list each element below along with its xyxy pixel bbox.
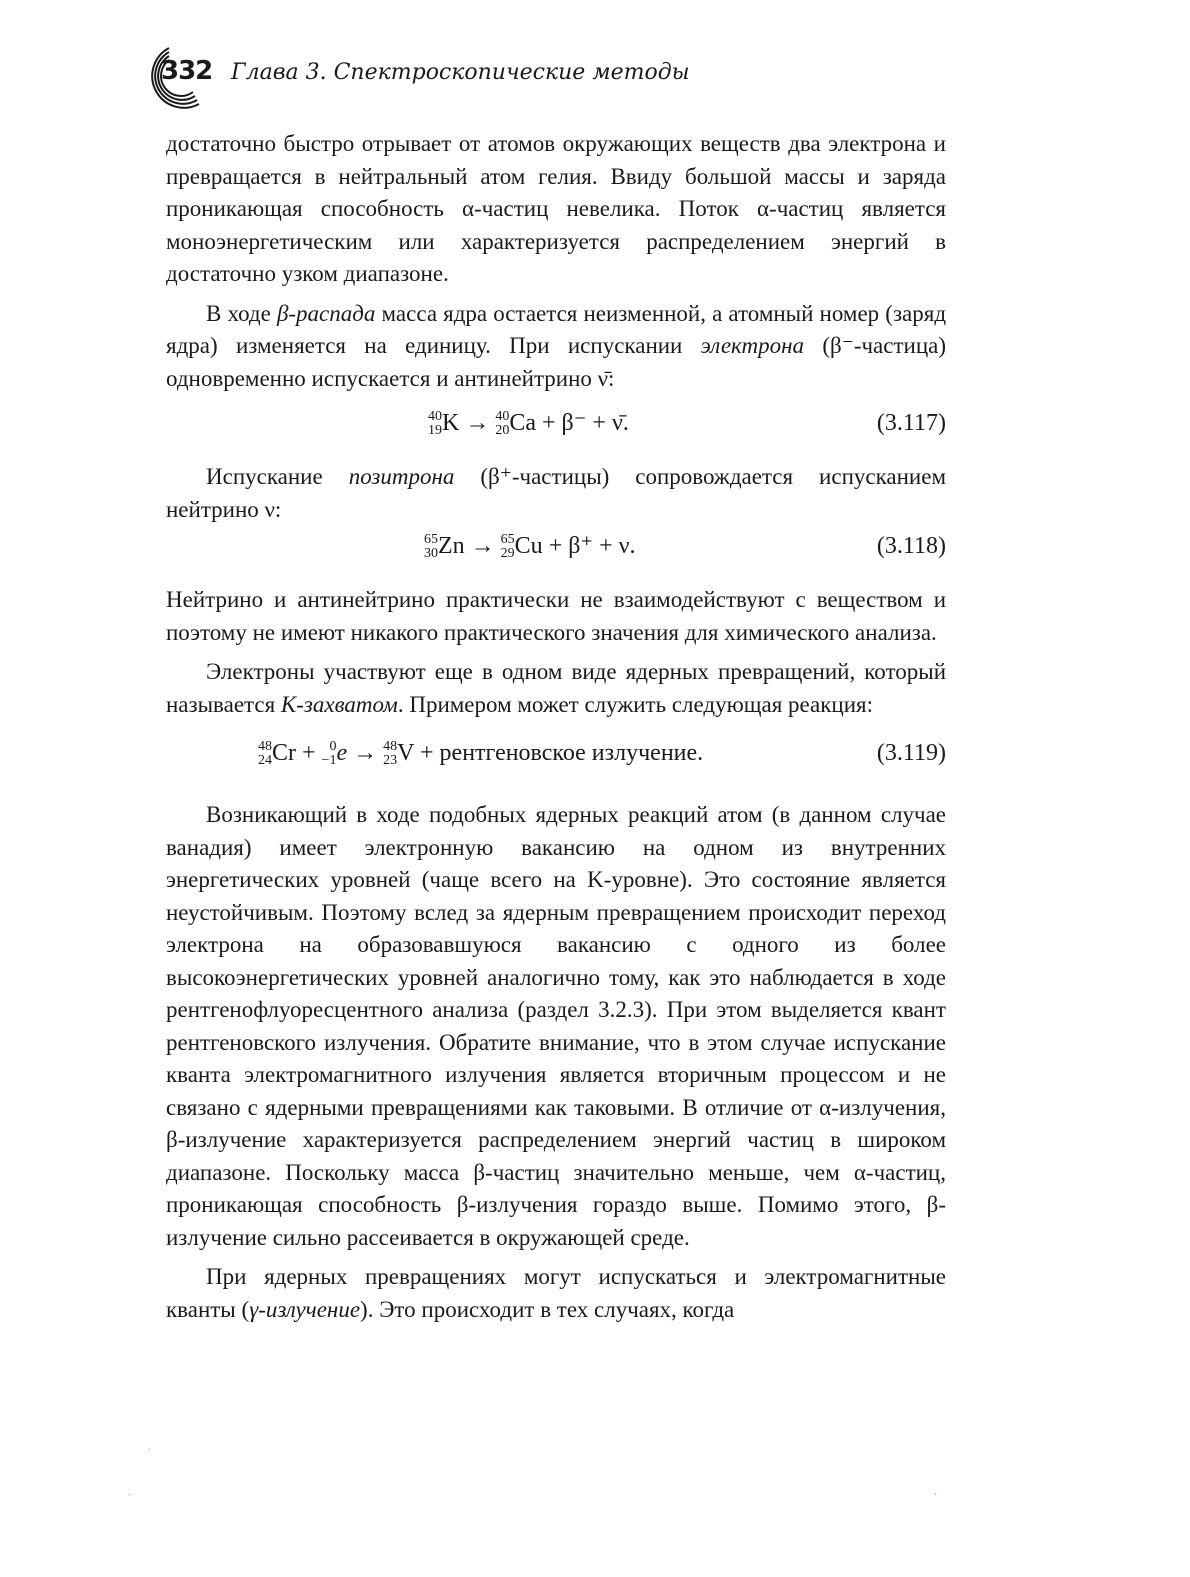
- arrow: →: [470, 533, 495, 559]
- running-header: [135, 42, 935, 112]
- isotope-indices: 48 23: [383, 739, 398, 769]
- term-k-capture: K-захватом: [280, 691, 398, 717]
- element-symbol: K: [442, 410, 460, 436]
- equation-number: (3.119): [876, 740, 946, 766]
- chapter-title: Глава 3. Спектроскопические методы: [231, 60, 690, 85]
- paragraph-4: Нейтрино и антинейтрино практически не взаимодействуют с веществом и поэтому не имеют никакого практического значения для химического анализа.: [166, 587, 946, 645]
- text-fragment: масса ядра остается неизменной, а атомный номер (заряд ядра) изменяется на единицу. При испускании: [166, 300, 947, 358]
- element-symbol: Zn: [438, 533, 465, 559]
- element-symbol: Ca: [509, 410, 537, 436]
- equation-3-119: [166, 737, 946, 777]
- text-fragment: . Это происходит в тех случаях, когда: [367, 1296, 735, 1322]
- term-gamma-radiation: γ-излучение: [249, 1296, 361, 1322]
- equation-formula: [424, 530, 636, 563]
- paragraph-1: достаточно быстро отрывает от атомов окружающих веществ два электрона и превращается в нейтральный атом гелия. Ввиду большой массы и заряда проникающая способность α-частиц невелика. Поток α-частиц является моноэнергетическим или характеризуется распределением энергий в достаточно узком диапазоне.: [166, 131, 946, 286]
- scan-speck: ·: [128, 1490, 132, 1501]
- equation-rest: + β⁻ + ν̄.: [536, 410, 629, 436]
- equation-number: (3.118): [876, 533, 946, 559]
- isotope-indices: 0 −1: [321, 739, 337, 769]
- term-beta-decay: β-распада: [276, 300, 376, 326]
- paragraph-2: [166, 298, 946, 396]
- element-symbol: V: [397, 740, 415, 766]
- equation-3-118: [166, 530, 946, 570]
- isotope-indices: 40 19: [428, 409, 442, 439]
- electron-symbol: e: [336, 740, 348, 766]
- element-symbol: Cu: [514, 533, 543, 559]
- element-symbol: Cr: [272, 740, 296, 766]
- text-fragment: . Примером может служить следующая реакция:: [397, 691, 874, 717]
- equation-3-117: [166, 407, 946, 447]
- paragraph-7: При ядерных превращениях могут испускаться и электромагнитные кванты (γ-излучение). Это происходит в тех случаях, когда: [166, 1264, 946, 1322]
- scan-speck: .: [148, 1442, 152, 1453]
- plus: +: [302, 740, 316, 766]
- page-number: 332: [161, 56, 213, 86]
- arrow: →: [353, 740, 378, 766]
- term-electron: электрона: [700, 333, 805, 358]
- paragraph-3: [166, 461, 946, 526]
- isotope-indices: 48 24: [258, 739, 272, 769]
- equation-number: (3.117): [876, 410, 946, 436]
- paragraph-5: [166, 656, 946, 721]
- text-fragment: В ходе: [206, 300, 271, 326]
- isotope-indices: 65 29: [500, 532, 515, 562]
- paragraph-6: Возникающий в ходе подобных ядерных реакций атом (в данном случае ванадия) имеет электронную вакансию на одном из внутренних энергетических уровней (чаще всего на K-уровне). Это состояние является неустойчивым. Поэтому вслед за ядерным превращением происходит переход электрона на образовавшуюся вакансию с одного из более высокоэнергетических уровней аналогично тому, как это наблюдается в ходе рентгенофлуоресцентного анализа (раздел 3.2.3). При этом выделяется квант рентгеновского излучения. Обратите внимание, что в этом случае испускание кванта электромагнитного излучения является вторичным процессом и не связано с ядерными превращениями как таковыми. В отличие от α-излучения, β-излучение характеризуется распределением энергий частиц в широком диапазоне. Поскольку масса β-частиц значительно меньше, чем α-частиц, проникающая способность β-излучения гораздо выше. Помимо этого, β-излучение сильно рассеивается в окружающей среде.: [166, 802, 946, 1250]
- equation-rest: + β⁺ + ν.: [542, 533, 636, 559]
- text-fragment: Электроны участвуют еще в одном виде ядерных превращений, который называется: [166, 659, 946, 717]
- text-fragment: (β⁻-частица) одновременно испускается и антинейтрино ν̄:: [166, 333, 947, 391]
- equation-formula: [258, 737, 703, 770]
- isotope-indices: 40 20: [495, 409, 510, 439]
- text-fragment: Испускание: [206, 464, 323, 489]
- isotope-indices: 65 30: [424, 532, 438, 562]
- scan-speck: ·: [934, 1490, 938, 1501]
- main-text: [166, 128, 946, 1326]
- text-fragment: (β⁺-частицы) сопровождается испусканием нейтрино ν:: [166, 464, 946, 522]
- equation-rest: + рентгеновское излучение.: [414, 740, 704, 766]
- equation-formula: [428, 407, 629, 440]
- text-fragment: При ядерных превращениях могут испускаться и электромагнитные кванты: [166, 1264, 946, 1322]
- arrow: →: [465, 410, 490, 436]
- term-positron: позитрона: [348, 464, 455, 489]
